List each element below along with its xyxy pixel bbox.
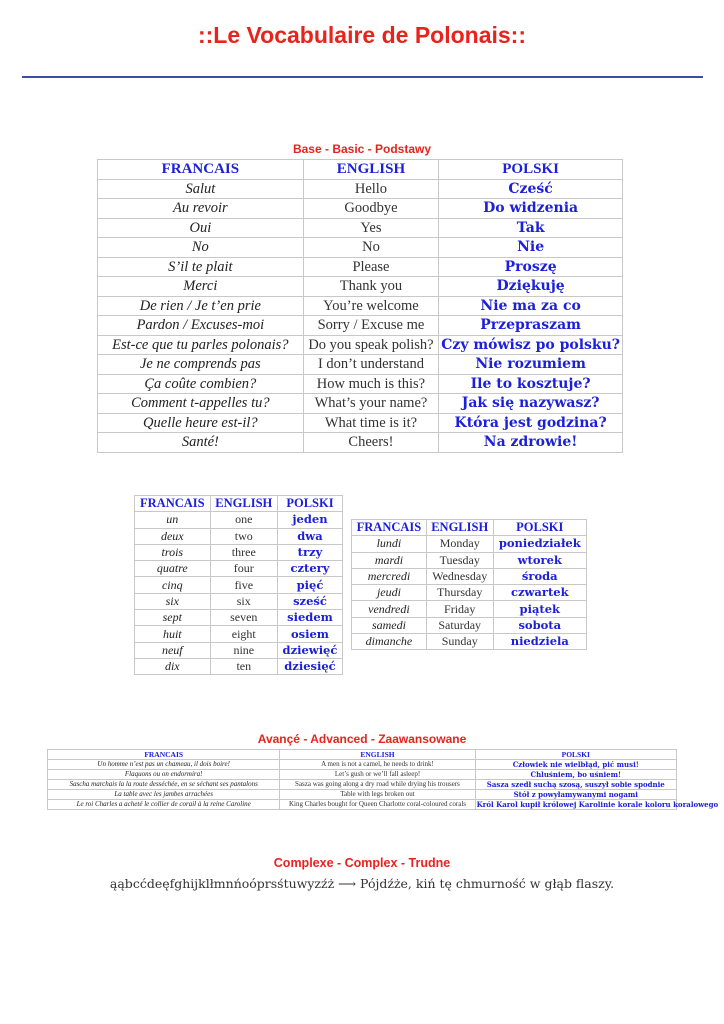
english-cell: five: [210, 577, 277, 593]
french-cell: trois: [135, 544, 211, 560]
table-row: [352, 585, 587, 601]
english-cell: Monday: [426, 536, 493, 552]
french-cell: Quelle heure est-il?: [98, 413, 304, 433]
polish-cell: Człowiek nie wielbłąd, pić musi!: [475, 760, 676, 770]
table-row: [98, 218, 623, 238]
table-row: [135, 528, 343, 544]
column-header-french: FRANCAIS: [352, 520, 427, 536]
english-cell: What time is it?: [303, 413, 439, 433]
english-cell: one: [210, 512, 277, 528]
table-header-row: [48, 750, 677, 760]
polish-cell: Dziękuję: [439, 277, 623, 297]
english-cell: Friday: [426, 601, 493, 617]
english-cell: four: [210, 561, 277, 577]
title-divider: [22, 76, 703, 78]
table-row: [98, 413, 623, 433]
table-row: [135, 512, 343, 528]
english-cell: Thursday: [426, 585, 493, 601]
table-row: [352, 617, 587, 633]
french-cell: quatre: [135, 561, 211, 577]
polish-cell: Nie ma za co: [439, 296, 623, 316]
table-row: [135, 577, 343, 593]
polish-cell: wtorek: [493, 552, 586, 568]
english-cell: seven: [210, 610, 277, 626]
french-cell: Le roi Charles a acheté le collier de corail à la reine Caroline: [48, 800, 280, 810]
column-header-english: ENGLISH: [210, 496, 277, 512]
french-cell: jeudi: [352, 585, 427, 601]
table-row: [135, 658, 343, 674]
polish-cell: Która jest godzina?: [439, 413, 623, 433]
basic-section-title: Base - Basic - Podstawy: [292, 142, 432, 156]
table-row: [135, 642, 343, 658]
english-cell: Wednesday: [426, 568, 493, 584]
complex-section-title: Complexe - Complex - Trudne: [273, 856, 451, 870]
french-cell: No: [98, 238, 304, 258]
french-cell: La table avec les jambes arrachées: [48, 790, 280, 800]
table-header-row: [352, 520, 587, 536]
table-row: [98, 257, 623, 277]
polish-cell: czwartek: [493, 585, 586, 601]
column-header-french: FRANCAIS: [98, 160, 304, 180]
french-cell: De rien / Je t’en prie: [98, 296, 304, 316]
english-cell: six: [210, 593, 277, 609]
table-row: [352, 536, 587, 552]
french-cell: huit: [135, 626, 211, 642]
table-row: [135, 561, 343, 577]
english-cell: How much is this?: [303, 374, 439, 394]
french-cell: samedi: [352, 617, 427, 633]
polish-cell: dziewięć: [277, 642, 342, 658]
french-cell: Santé!: [98, 433, 304, 453]
polish-cell: dziesięć: [277, 658, 342, 674]
french-cell: Flaquons ou on endormira!: [48, 770, 280, 780]
table-row: [48, 780, 677, 790]
table-row: [135, 593, 343, 609]
english-cell: Please: [303, 257, 439, 277]
table-row: [352, 601, 587, 617]
english-cell: ten: [210, 658, 277, 674]
polish-cell: środa: [493, 568, 586, 584]
english-cell: nine: [210, 642, 277, 658]
english-cell: two: [210, 528, 277, 544]
table-row: [48, 770, 677, 780]
french-cell: sept: [135, 610, 211, 626]
column-header-english: ENGLISH: [303, 160, 439, 180]
column-header-english: ENGLISH: [426, 520, 493, 536]
table-row: [98, 433, 623, 453]
polish-cell: dwa: [277, 528, 342, 544]
polish-cell: Chluśniem, bo uśniem!: [475, 770, 676, 780]
table-row: [135, 626, 343, 642]
english-cell: Hello: [303, 179, 439, 199]
column-header-polish: POLSKI: [277, 496, 342, 512]
french-cell: Pardon / Excuses-moi: [98, 316, 304, 336]
french-cell: six: [135, 593, 211, 609]
polish-cell: sześć: [277, 593, 342, 609]
french-cell: deux: [135, 528, 211, 544]
table-row: [48, 800, 677, 810]
polish-cell: Przepraszam: [439, 316, 623, 336]
french-cell: Je ne comprends pas: [98, 355, 304, 375]
page-title: ::Le Vocabulaire de Polonais::: [197, 22, 527, 48]
table-row: [98, 238, 623, 258]
french-cell: Salut: [98, 179, 304, 199]
english-cell: Tuesday: [426, 552, 493, 568]
french-cell: lundi: [352, 536, 427, 552]
polish-cell: cztery: [277, 561, 342, 577]
advanced-vocabulary-table: [47, 749, 719, 810]
french-cell: Oui: [98, 218, 304, 238]
table-row: [135, 610, 343, 626]
french-cell: dimanche: [352, 634, 427, 650]
column-header-english: ENGLISH: [280, 750, 475, 760]
polish-cell: Stół z powyłamywanymi nogami: [475, 790, 676, 800]
table-row: [98, 316, 623, 336]
table-row: [352, 552, 587, 568]
english-cell: three: [210, 544, 277, 560]
table-row: [98, 179, 623, 199]
table-row: [352, 568, 587, 584]
polish-cell: Nie rozumiem: [439, 355, 623, 375]
polish-cell: Sasza szedł suchą szosą, suszył sobie spodnie: [475, 780, 676, 790]
english-cell: Sorry / Excuse me: [303, 316, 439, 336]
english-cell: A men is not a camel, he needs to drink!: [280, 760, 475, 770]
polish-cell: siedem: [277, 610, 342, 626]
english-cell: You’re welcome: [303, 296, 439, 316]
french-cell: mardi: [352, 552, 427, 568]
polish-cell: jeden: [277, 512, 342, 528]
polish-cell: Ile to kosztuje?: [439, 374, 623, 394]
polish-cell: Cześć: [439, 179, 623, 199]
table-row: [98, 394, 623, 414]
polish-cell: osiem: [277, 626, 342, 642]
polish-cell: piątek: [493, 601, 586, 617]
advanced-section-title: Avançé - Advanced - Zaawansowane: [257, 732, 467, 746]
polish-cell: Król Karol kupił królowej Karolinie korale koloru koralowego: [476, 800, 719, 809]
english-cell: Let’s gush or we’ll fall asleep!: [280, 770, 475, 780]
table-row: [352, 634, 587, 650]
table-row: [98, 199, 623, 219]
english-cell: Yes: [303, 218, 439, 238]
polish-cell: Na zdrowie!: [439, 433, 623, 453]
french-cell: Au revoir: [98, 199, 304, 219]
english-cell: Table with legs broken out: [280, 790, 475, 800]
column-header-polish: POLSKI: [475, 750, 676, 760]
french-cell: cinq: [135, 577, 211, 593]
column-header-french: FRANCAIS: [135, 496, 211, 512]
french-cell: mercredi: [352, 568, 427, 584]
english-cell: King Charles bought for Queen Charlotte coral-coloured corals: [280, 800, 475, 810]
table-row: [98, 355, 623, 375]
table-row: [98, 296, 623, 316]
english-cell: What’s your name?: [303, 394, 439, 414]
french-cell: S’il te plait: [98, 257, 304, 277]
polish-cell: niedziela: [493, 634, 586, 650]
french-cell: Sascha marchais la la route desséchée, en se séchant ses pantalons: [48, 780, 280, 790]
english-cell: I don’t understand: [303, 355, 439, 375]
polish-cell: Do widzenia: [439, 199, 623, 219]
english-cell: Do you speak polish?: [303, 335, 439, 355]
french-cell: dix: [135, 658, 211, 674]
table-row: [98, 277, 623, 297]
polish-cell: Jak się nazywasz?: [439, 394, 623, 414]
polish-cell: Czy mówisz po polsku?: [439, 335, 623, 355]
english-cell: Saturday: [426, 617, 493, 633]
basic-vocabulary-table: [97, 159, 623, 453]
french-cell: Ça coûte combien?: [98, 374, 304, 394]
polish-cell: pięć: [277, 577, 342, 593]
polish-cell: trzy: [277, 544, 342, 560]
column-header-polish: POLSKI: [493, 520, 586, 536]
polish-cell: Proszę: [439, 257, 623, 277]
polish-cell: sobota: [493, 617, 586, 633]
column-header-french: FRANCAIS: [48, 750, 280, 760]
table-row: [48, 790, 677, 800]
polish-cell: poniedziałek: [493, 536, 586, 552]
english-cell: Thank you: [303, 277, 439, 297]
english-cell: Sunday: [426, 634, 493, 650]
days-table: [351, 519, 587, 650]
column-header-polish: POLSKI: [439, 160, 623, 180]
french-cell: Comment t-appelles tu?: [98, 394, 304, 414]
numbers-table: [134, 495, 343, 675]
table-row: [135, 544, 343, 560]
pangram-text: ąąbcćdeęfghijklłmnńoóprsśtuwyzźż ⟶ Pójdźże, kiń tę chmurność w głąb flaszy.: [109, 876, 615, 891]
polish-cell: Nie: [439, 238, 623, 258]
english-cell: No: [303, 238, 439, 258]
table-header-row: [98, 160, 623, 180]
french-cell: vendredi: [352, 601, 427, 617]
french-cell: Un homme n’est pas un chameau, il dois boire!: [48, 760, 280, 770]
english-cell: Cheers!: [303, 433, 439, 453]
english-cell: Goodbye: [303, 199, 439, 219]
french-cell: Est-ce que tu parles polonais?: [98, 335, 304, 355]
table-header-row: [135, 496, 343, 512]
french-cell: Merci: [98, 277, 304, 297]
english-cell: eight: [210, 626, 277, 642]
table-row: [98, 374, 623, 394]
french-cell: neuf: [135, 642, 211, 658]
table-row: [98, 335, 623, 355]
english-cell: Sasza was going along a dry road while drying his trousers: [280, 780, 475, 790]
table-row: [48, 760, 677, 770]
polish-cell: Tak: [439, 218, 623, 238]
french-cell: un: [135, 512, 211, 528]
